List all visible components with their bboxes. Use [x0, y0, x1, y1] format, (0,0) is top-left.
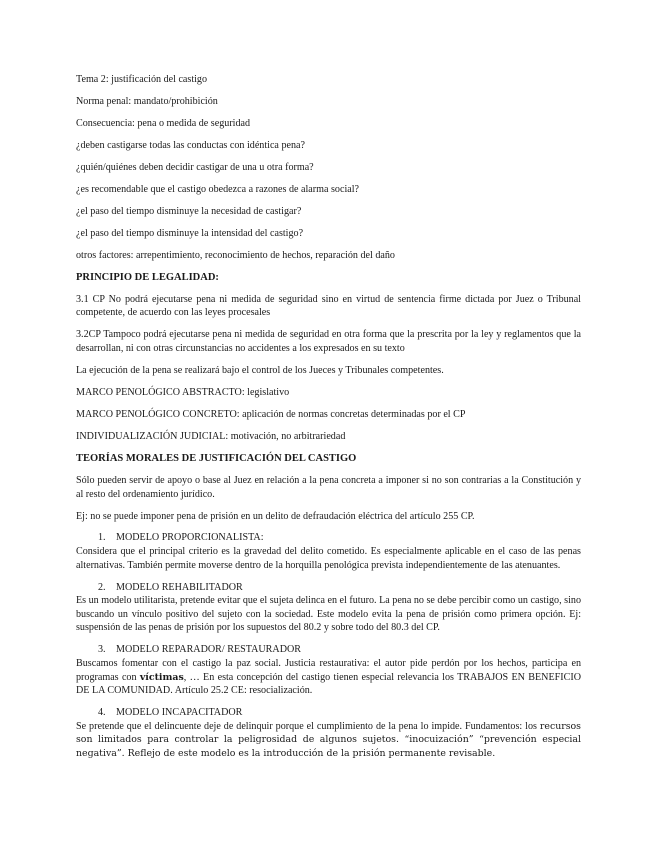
model-title — [76, 643, 581, 657]
intro-line: Tema 2: justificación del castigo — [76, 74, 208, 85]
model-title-text: MODELO PROPORCIONALISTA: — [116, 532, 264, 544]
model-number: 2. — [98, 581, 106, 593]
model-body-text: Se pretende que el delincuente deje de delinquir porque el cumplimiento de la pena lo impide. Fundamentos: los — [76, 720, 540, 732]
teorias-heading: TEORÍAS MORALES DE JUSTIFICACIÓN DEL CASTIGO — [76, 452, 357, 464]
model-body: Considera que el principal criterio es la gravedad del delito cometido. Es especialmente aplicable en el caso de las penas alternativas. También permite moverse dentro de la horquilla penológica prevista independientemente de las atenuantes. — [76, 546, 581, 571]
model-title — [76, 531, 581, 545]
intro-line: Norma penal: mandato/prohibición — [76, 95, 218, 107]
model-body — [76, 720, 581, 761]
model-item-proporcionalista — [76, 531, 581, 572]
model-body — [76, 657, 581, 698]
model-title-text: MODELO REPARADOR/ RESTAURADOR — [116, 644, 302, 656]
model-item-incapacitador — [76, 706, 581, 760]
model-number: 1. — [98, 532, 106, 544]
intro-line: ¿es recomendable que el castigo obedezca a razones de alarma social? — [76, 183, 360, 195]
legalidad-paragraph: La ejecución de la pena se realizará bajo el control de los Jueces y Tribunales competentes. — [76, 365, 444, 376]
model-body-text: Buscamos fomentar con el castigo la paz social. Justicia restaurativa: el autor pide perdón por los hechos, participa en programas con — [76, 658, 581, 683]
model-title — [76, 581, 581, 595]
model-title-text: MODELO REHABILITADOR — [116, 581, 243, 593]
model-item-reparador — [76, 643, 581, 697]
model-title-text: MODELO INCAPACITADOR — [116, 707, 243, 719]
model-body: Es un modelo utilitarista, pretende evitar que el sujeta delinca en el futuro. La pena no se debe percibir como un castigo, sino buscando un vínculo positivo del sujeto con la sociedad. Este modelo evita la pena de prisión como primera opción. Ej: suspensión de las penas de prisión por los supuestos del 80.2 y sobre todo del 80.3 del CP. — [76, 595, 581, 634]
model-title — [76, 706, 581, 720]
legalidad-heading: PRINCIPIO DE LEGALIDAD: — [76, 271, 219, 283]
intro-line: ¿deben castigarse todas las conductas con idéntica pena? — [76, 139, 305, 151]
legalidad-paragraph: 3.1 CP No podrá ejecutarse pena ni medida de seguridad sino en virtud de sentencia firme dictada por Juez o Tribunal competente, de acuerdo con las leyes procesales — [76, 293, 581, 319]
intro-line: ¿el paso del tiempo disminuye la necesidad de castigar? — [76, 205, 302, 217]
model-body-text: , … En esta concepción del castigo tienen especial relevancia los TRABAJOS EN BENEFICIO DE LA COMUNIDAD. Artículo 25.2 CE: resocialización. — [76, 671, 581, 697]
model-body-emphasis: víctimas — [139, 671, 184, 683]
teorias-paragraph: Sólo pueden servir de apoyo o base al Juez en relación a la pena concreta a imponer si no son contrarias a la Constitución y al resto del ordenamiento jurídico. — [76, 474, 581, 500]
marco-concreto: MARCO PENOLÓGICO CONCRETO: aplicación de normas concretas determinadas por el CP — [76, 408, 466, 420]
intro-line: ¿quién/quiénes deben decidir castigar de una u otra forma? — [76, 161, 314, 173]
model-number: 3. — [98, 644, 106, 656]
model-item-rehabilitador — [76, 581, 581, 635]
marco-abstracto: MARCO PENOLÓGICO ABSTRACTO: legislativo — [76, 386, 290, 398]
individualizacion-judicial: INDIVIDUALIZACIÓN JUDICIAL: motivación, no arbitrariedad — [76, 430, 346, 442]
model-body-alt-font-text: recursos son limitados para controlar la peligrosidad de algunos sujetos. “inocuización” “prevención especial negativa”. Reflejo de este modelo es la introducción de la prisión permanente revisable. — [76, 720, 581, 759]
legalidad-paragraph: 3.2CP Tampoco podrá ejecutarse pena ni medida de seguridad en otra forma que la prescrita por la ley y reglamentos que la desarrollan, ni con otras circunstancias no accidentes a los expresados en su texto — [76, 329, 581, 355]
model-number: 4. — [98, 707, 106, 719]
teorias-example: Ej: no se puede imponer pena de prisión en un delito de defraudación eléctrica del artículo 255 CP. — [76, 510, 475, 522]
intro-line: Consecuencia: pena o medida de seguridad — [76, 117, 251, 129]
intro-line: otros factores: arrepentimiento, reconocimiento de hechos, reparación del daño — [76, 249, 395, 261]
intro-line: ¿el paso del tiempo disminuye la intensidad del castigo? — [76, 227, 304, 239]
